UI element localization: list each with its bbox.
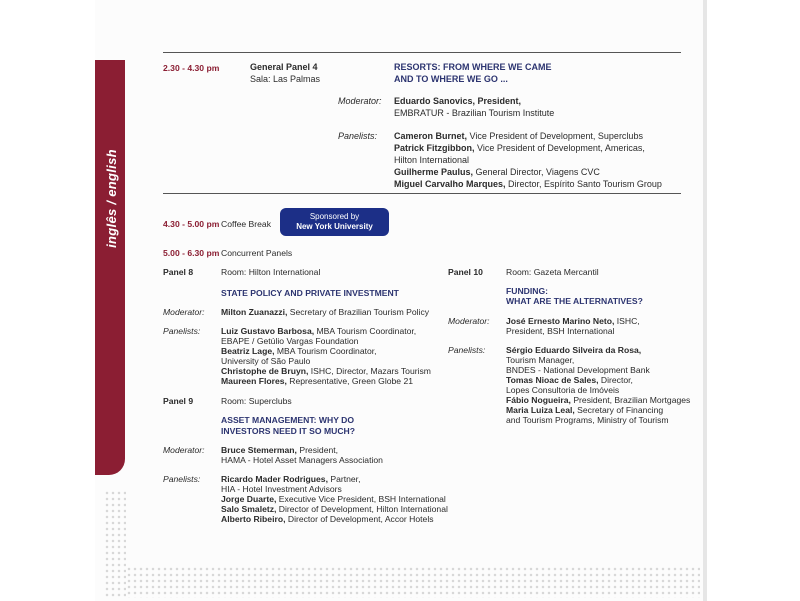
panel8-line: Beatriz Lage, MBA Tourism Coordinator, xyxy=(221,346,377,356)
panel10-panelists-label: Panelists: xyxy=(448,345,486,355)
panel4-moderator-name: Eduardo Sanovics, President, xyxy=(394,96,522,106)
panel4-panelist: Patrick Fitzgibbon, Vice President of Development, Americas, xyxy=(394,143,645,153)
side-label-text: inglês / english xyxy=(103,148,119,248)
panel9-line: Ricardo Mader Rodrigues, Partner, xyxy=(221,474,361,484)
panel10-moderator-label: Moderator: xyxy=(448,316,490,326)
panel4-room: Sala: Las Palmas xyxy=(250,74,321,84)
side-tab xyxy=(95,60,125,475)
panel10-line: Tourism Manager, xyxy=(506,355,575,365)
panel9-line: Salo Smaletz, Director of Development, Hilton International xyxy=(221,504,448,514)
panel4-panelist: Hilton International xyxy=(394,155,470,165)
panel10-heading-2: WHAT ARE THE ALTERNATIVES? xyxy=(506,296,643,306)
panel9-room: Room: Superclubs xyxy=(221,396,292,406)
panel4-panelist: Cameron Burnet, Vice President of Development, Superclubs xyxy=(394,131,643,141)
panel10-line: Lopes Consultoria de Imóveis xyxy=(506,385,620,395)
panel10-line: Sérgio Eduardo Silveira da Rosa, xyxy=(506,345,642,355)
panel4-moderator-org: EMBRATUR - Brazilian Tourism Institute xyxy=(394,108,555,118)
panel8-line: Maureen Flores, Representative, Green Globe 21 xyxy=(221,376,414,386)
panel8-moderator-label: Moderator: xyxy=(163,307,205,317)
rule-top xyxy=(163,52,681,53)
concurrent-label: Concurrent Panels xyxy=(221,248,293,258)
panel8-line: Luiz Gustavo Barbosa, MBA Tourism Coordinator, xyxy=(221,326,417,336)
panel9-line: Alberto Ribeiro, Director of Development, Accor Hotels xyxy=(221,514,434,524)
concurrent-time: 5.00 - 6.30 pm xyxy=(163,248,220,258)
panel10-line: Fábio Nogueira, President, Brazilian Mortgages xyxy=(506,395,691,405)
panel4-panelist: Guilherme Paulus, General Director, Viagens CVC xyxy=(394,167,600,177)
page-edge xyxy=(703,0,707,601)
panel9-line: Jorge Duarte, Executive Vice President, BSH International xyxy=(221,494,446,504)
panel4-panelist: Miguel Carvalho Marques, Director, Espírito Santo Tourism Group xyxy=(394,179,662,189)
panel8-room: Room: Hilton International xyxy=(221,267,321,277)
dot-pattern-left xyxy=(104,490,126,598)
sponsor-line-2: New York University xyxy=(296,222,373,231)
panel9-heading-2: INVESTORS NEED IT SO MUCH? xyxy=(221,426,356,436)
panel10-moderator-org: President, BSH International xyxy=(506,326,615,336)
panel10-title: Panel 10 xyxy=(448,267,483,277)
panel9-heading-1: ASSET MANAGEMENT: WHY DO xyxy=(221,415,355,425)
sponsor-badge xyxy=(280,208,389,236)
panel9-title: Panel 9 xyxy=(163,396,194,406)
coffee-time: 4.30 - 5.00 pm xyxy=(163,219,220,229)
panel10-moderator: José Ernesto Marino Neto, ISHC, xyxy=(506,316,640,326)
panel10-line: BNDES - National Development Bank xyxy=(506,365,650,375)
panel8-title: Panel 8 xyxy=(163,267,194,277)
panel9-moderator: Bruce Stemerman, President, xyxy=(221,445,339,455)
panel8-panelists-label: Panelists: xyxy=(163,326,201,336)
panel9-panelists-label: Panelists: xyxy=(163,474,201,484)
panel9-moderator-org: HAMA - Hotel Asset Managers Association xyxy=(221,455,383,465)
side-label xyxy=(94,148,128,248)
panel8-line: Christophe de Bruyn, ISHC, Director, Mazars Tourism xyxy=(221,366,431,376)
coffee-label: Coffee Break xyxy=(221,219,272,229)
dot-pattern-bottom xyxy=(126,566,700,598)
panel4-panelists-label: Panelists: xyxy=(338,131,378,141)
rule-bottom xyxy=(163,193,681,194)
panel9-moderator-label: Moderator: xyxy=(163,445,205,455)
panel8-heading: STATE POLICY AND PRIVATE INVESTMENT xyxy=(221,288,399,298)
panel4-heading-2: AND TO WHERE WE GO ... xyxy=(394,74,508,84)
panel8-line: EBAPE / Getúlio Vargas Foundation xyxy=(221,336,359,346)
panel4-heading-1: RESORTS: FROM WHERE WE CAME xyxy=(394,62,552,72)
panel8-line: University of São Paulo xyxy=(221,356,311,366)
panel8-moderator: Milton Zuanazzi, Secretary of Brazilian Tourism Policy xyxy=(221,307,430,317)
panel10-line: Tomas Nioac de Sales, Director, xyxy=(506,375,633,385)
panel4-title: General Panel 4 xyxy=(250,62,318,72)
panel4-time: 2.30 - 4.30 pm xyxy=(163,63,220,73)
panel10-line: Maria Luiza Leal, Secretary of Financing xyxy=(506,405,664,415)
panel9-line: HIA - Hotel Investment Advisors xyxy=(221,484,342,494)
panel4-moderator-label: Moderator: xyxy=(338,96,382,106)
sponsor-line-1: Sponsored by xyxy=(309,212,360,221)
panel10-room: Room: Gazeta Mercantil xyxy=(506,267,599,277)
panel10-heading-1: FUNDING: xyxy=(506,286,549,296)
panel10-line: and Tourism Programs, Ministry of Tourism xyxy=(506,415,669,425)
